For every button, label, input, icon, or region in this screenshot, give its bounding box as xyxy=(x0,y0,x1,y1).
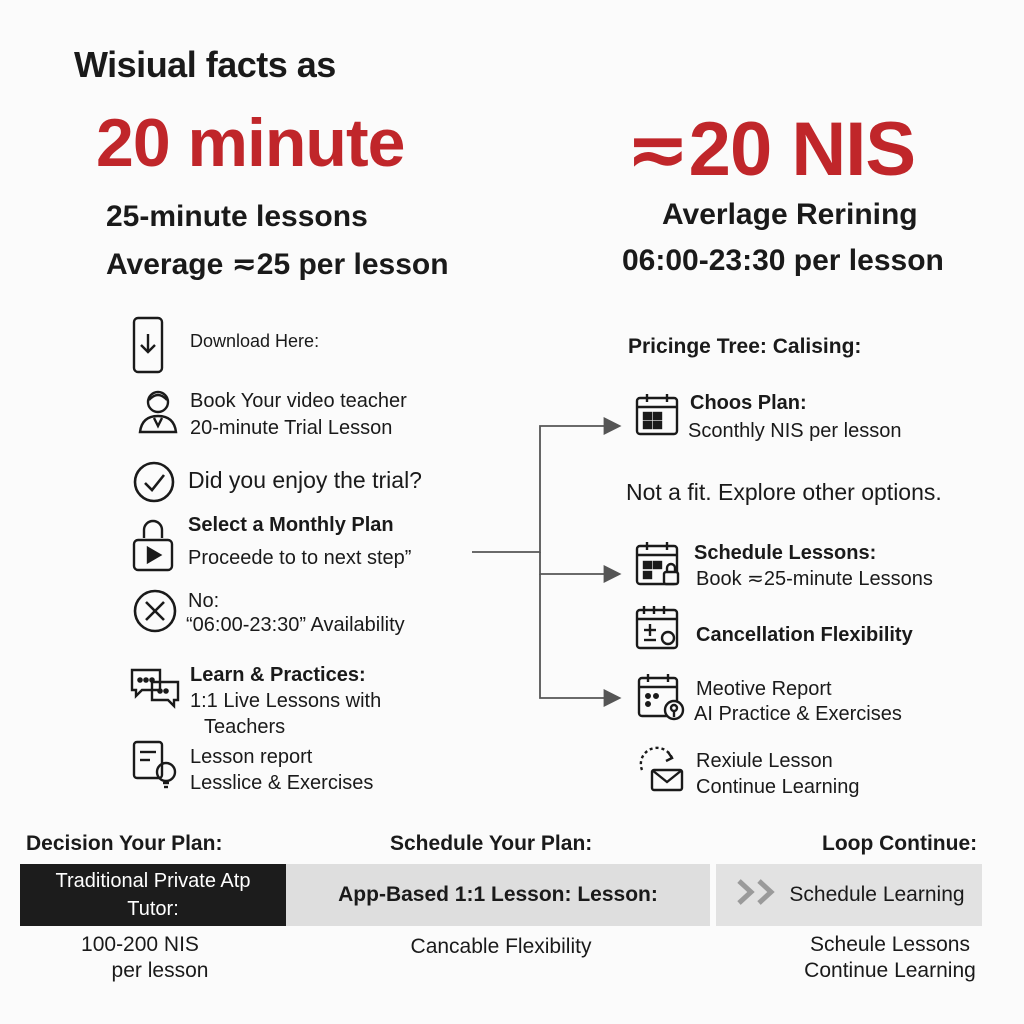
app-based-label: App-Based 1:1 Lesson: Lesson: xyxy=(338,883,658,906)
traditional-tutor-bar xyxy=(20,864,286,926)
cancellation-title: Cancellation Flexibility xyxy=(696,624,913,646)
schedule-learning-label: Schedule Learning xyxy=(789,883,965,906)
check-circle-icon xyxy=(132,460,176,504)
traditional-price-line1: 100-200 NIS xyxy=(81,933,199,956)
motive-report-line2: AI Practice & Exercises xyxy=(694,703,902,725)
phone-download-icon xyxy=(128,316,168,374)
schedule-lessons-title: Schedule Lessons: xyxy=(694,542,877,564)
report-line1: Lesson report xyxy=(190,746,313,768)
left-stat-line2: Average ≂25 per lesson xyxy=(106,248,449,281)
report-line2: Lesslice & Exercises xyxy=(190,772,374,794)
select-plan-line: Proceede to to next step” xyxy=(188,547,412,569)
chat-bubbles-icon xyxy=(128,664,182,710)
book-trial-line2: 20-minute Trial Lesson xyxy=(190,417,393,439)
rexiule-line1: Rexiule Lesson xyxy=(696,750,833,772)
left-stat-line1: 25-minute lessons xyxy=(106,200,368,233)
learn-line2: Teachers xyxy=(204,716,286,738)
traditional-price xyxy=(60,932,220,984)
choose-plan-line: Sconthly NIS per lesson xyxy=(688,420,902,442)
calendar-report-icon xyxy=(636,672,686,726)
no-title: No: xyxy=(188,590,220,612)
lock-video-icon xyxy=(130,518,176,574)
cancable-flexibility: Cancable Flexibility xyxy=(410,935,592,958)
app-based-bar xyxy=(286,864,710,926)
learn-line1: 1:1 Live Lessons with xyxy=(190,690,382,712)
decision-plan-header: Decision Your Plan: xyxy=(26,832,223,855)
x-circle-icon xyxy=(132,588,178,634)
loop-footer xyxy=(790,932,990,984)
no-availability-line: “06:00-23:30” Availability xyxy=(186,614,405,636)
calendar-lock-icon xyxy=(634,540,684,590)
right-big-stat: ≂20 NIS xyxy=(626,107,916,192)
schedule-learning-bar xyxy=(716,864,982,926)
learn-title: Learn & Practices: xyxy=(190,664,366,686)
rexiule-line2: Continue Learning xyxy=(696,776,860,798)
schedule-plan-header: Schedule Your Plan: xyxy=(390,832,593,855)
loop-footer-line2: Continue Learning xyxy=(804,959,976,982)
choose-plan-title: Choos Plan: xyxy=(690,392,807,414)
right-stat-line1: Averlage Rerining xyxy=(662,198,918,231)
download-label: Download Here: xyxy=(190,331,320,351)
loop-footer-line1: Scheule Lessons xyxy=(810,933,970,956)
not-fit-text: Not a fit. Explore other options. xyxy=(626,479,942,505)
traditional-price-line2: per lesson xyxy=(111,959,209,982)
double-chevron-icon xyxy=(733,877,783,913)
teacher-icon xyxy=(134,386,182,434)
left-big-stat: 20 minute xyxy=(96,105,405,181)
calendar-flex-icon xyxy=(634,604,684,654)
pricing-tree-title: Pricinge Tree: Calising: xyxy=(628,335,862,358)
book-trial-line1: Book Your video teacher xyxy=(190,390,407,412)
loop-continue-header: Loop Continue: xyxy=(822,832,978,855)
arrow-to-choose-plan xyxy=(472,426,618,552)
page-title: Wisiual facts as xyxy=(74,44,336,85)
select-plan-title: Select a Monthly Plan xyxy=(188,514,394,536)
right-stat-line2: 06:00-23:30 per lesson xyxy=(622,244,944,277)
calendar-icon xyxy=(634,392,680,438)
motive-report-line1: Meotive Report xyxy=(696,678,832,700)
arrow-to-schedule xyxy=(540,552,618,574)
traditional-tutor-label: Traditional Private Atp Tutor: xyxy=(55,870,251,920)
enjoy-question: Did you enjoy the trial? xyxy=(188,467,422,493)
schedule-lessons-line: Book ≂25-minute Lessons xyxy=(696,568,933,590)
mail-refresh-icon xyxy=(634,746,686,794)
report-bulb-icon xyxy=(128,736,180,790)
arrow-to-report xyxy=(540,574,618,698)
